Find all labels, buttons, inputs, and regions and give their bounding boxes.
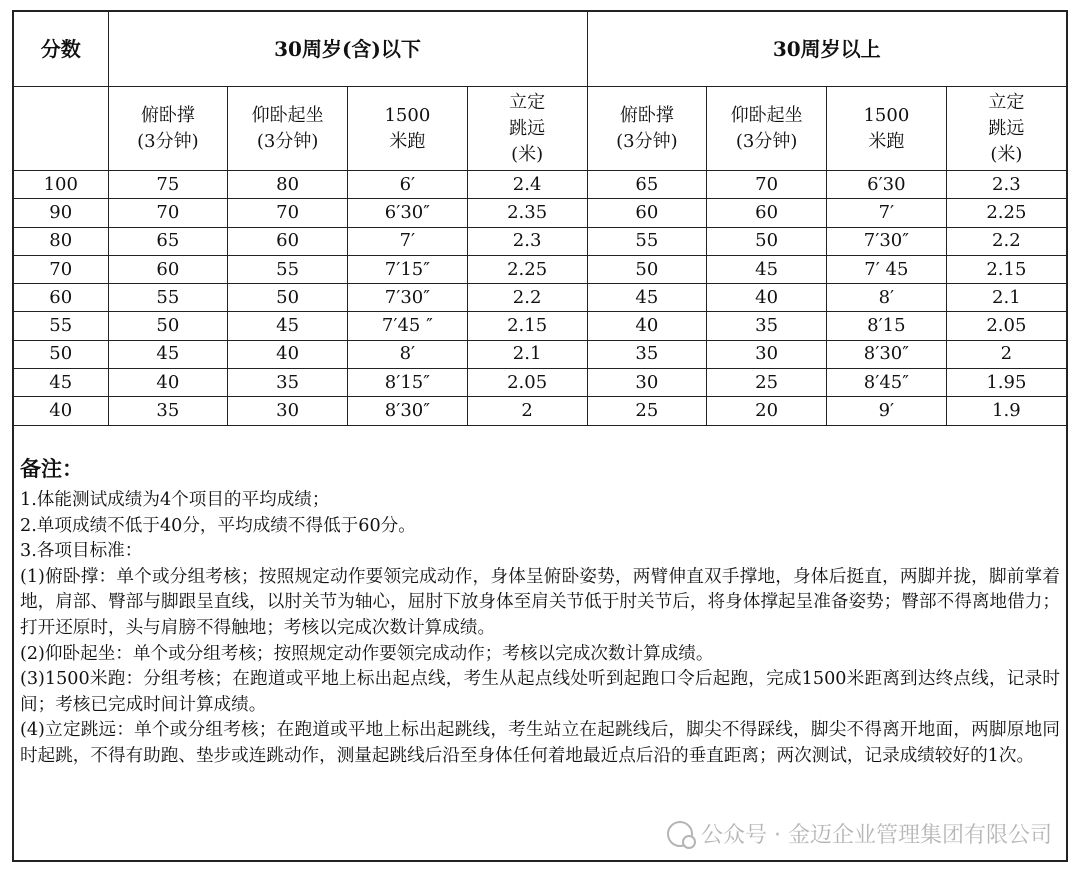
value-cell: 45 bbox=[228, 312, 348, 340]
notes-title: 备注： bbox=[20, 456, 83, 481]
value-cell: 40 bbox=[108, 369, 228, 397]
value-cell: 7′30″ bbox=[827, 227, 947, 255]
subheader-pushups-under-30: 俯卧撑 (3分钟) bbox=[108, 87, 228, 171]
value-cell: 60 bbox=[587, 199, 707, 227]
value-cell: 25 bbox=[587, 397, 707, 425]
value-cell: 35 bbox=[228, 369, 348, 397]
value-cell: 65 bbox=[108, 227, 228, 255]
note-line: 3.各项目标准： bbox=[20, 541, 143, 562]
note-line: (4)立定跳远：单个或分组考核；在跑道或平地上标出起跳线，考生站立在起跳线后，脚尖不得踩线，脚尖不得离开地面，两脚原地同时起跳，不得有助跑、垫步或连跳动作，测量起跳线后沿至身体任何着地最近点后沿的垂直距离；两次测试，记录成绩较好的1次。 bbox=[20, 720, 1060, 766]
value-cell: 50 bbox=[108, 312, 228, 340]
value-cell: 70 bbox=[228, 199, 348, 227]
value-cell: 55 bbox=[228, 255, 348, 283]
value-cell: 7′45 ″ bbox=[348, 312, 468, 340]
value-cell: 2.15 bbox=[467, 312, 587, 340]
value-cell: 45 bbox=[587, 284, 707, 312]
value-cell: 9′ bbox=[827, 397, 947, 425]
value-cell: 7′15″ bbox=[348, 255, 468, 283]
table-row bbox=[14, 340, 1066, 368]
value-cell: 1.95 bbox=[946, 369, 1066, 397]
value-cell: 8′ bbox=[348, 340, 468, 368]
value-cell: 2 bbox=[946, 340, 1066, 368]
table-row bbox=[14, 284, 1066, 312]
score-table bbox=[14, 12, 1066, 426]
score-cell: 40 bbox=[14, 397, 108, 425]
value-cell: 40 bbox=[587, 312, 707, 340]
subheader-1500m-under-30: 1500 米跑 bbox=[348, 87, 468, 171]
value-cell: 45 bbox=[707, 255, 827, 283]
subheader-situps-under-30: 仰卧起坐 (3分钟) bbox=[228, 87, 348, 171]
value-cell: 6′ bbox=[348, 171, 468, 199]
value-cell: 30 bbox=[228, 397, 348, 425]
value-cell: 80 bbox=[228, 171, 348, 199]
value-cell: 2.3 bbox=[946, 171, 1066, 199]
value-cell: 2.25 bbox=[946, 199, 1066, 227]
value-cell: 55 bbox=[587, 227, 707, 255]
value-cell: 8′30″ bbox=[348, 397, 468, 425]
table-row bbox=[14, 255, 1066, 283]
note-line: (2)仰卧起坐：单个或分组考核；按照规定动作要领完成动作；考核以完成次数计算成绩。 bbox=[20, 643, 714, 664]
value-cell: 6′30″ bbox=[348, 199, 468, 227]
table-row bbox=[14, 171, 1066, 199]
watermark bbox=[667, 818, 1052, 849]
value-cell: 8′30″ bbox=[827, 340, 947, 368]
score-cell: 90 bbox=[14, 199, 108, 227]
value-cell: 2.05 bbox=[467, 369, 587, 397]
note-line: 2.单项成绩不低于40分，平均成绩不得低于60分。 bbox=[20, 515, 416, 536]
value-cell: 6′30 bbox=[827, 171, 947, 199]
wechat-icon bbox=[667, 821, 693, 847]
value-cell: 2.2 bbox=[946, 227, 1066, 255]
score-cell: 55 bbox=[14, 312, 108, 340]
value-cell: 40 bbox=[707, 284, 827, 312]
value-cell: 2.05 bbox=[946, 312, 1066, 340]
value-cell: 2.4 bbox=[467, 171, 587, 199]
value-cell: 70 bbox=[707, 171, 827, 199]
score-cell: 45 bbox=[14, 369, 108, 397]
value-cell: 50 bbox=[228, 284, 348, 312]
value-cell: 8′15″ bbox=[348, 369, 468, 397]
subheader-1500m-over-30: 1500 米跑 bbox=[827, 87, 947, 171]
value-cell: 45 bbox=[108, 340, 228, 368]
note-line: (3)1500米跑：分组考核；在跑道或平地上标出起点线，考生从起点线处听到起跑口令后起跑，完成1500米距离到达终点线，记录时间；考核已完成时间计算成绩。 bbox=[20, 669, 1060, 715]
group-header-over-30: 30周岁以上 bbox=[587, 12, 1066, 87]
value-cell: 2.25 bbox=[467, 255, 587, 283]
table-row bbox=[14, 397, 1066, 425]
value-cell: 65 bbox=[587, 171, 707, 199]
value-cell: 2.35 bbox=[467, 199, 587, 227]
value-cell: 2.2 bbox=[467, 284, 587, 312]
value-cell: 60 bbox=[108, 255, 228, 283]
value-cell: 7′ 45 bbox=[827, 255, 947, 283]
value-cell: 55 bbox=[108, 284, 228, 312]
score-cell: 50 bbox=[14, 340, 108, 368]
group-header-under-30: 30周岁(含)以下 bbox=[108, 12, 587, 87]
value-cell: 2.1 bbox=[467, 340, 587, 368]
value-cell: 70 bbox=[108, 199, 228, 227]
value-cell: 40 bbox=[228, 340, 348, 368]
score-header: 分数 bbox=[14, 12, 108, 87]
note-line: (1)俯卧撑：单个或分组考核；按照规定动作要领完成动作，身体呈俯卧姿势，两臂伸直双手撑地，身体后挺直，两脚并拢，脚前掌着地，肩部、臀部与脚跟呈直线，以肘关节为轴心，屈肘下放身体至肩关节低于肘关节后，将身体撑起呈准备姿势；臀部不得离地借力；打开还原时，头与肩膀不得触地；考核以完成次数计算成绩。 bbox=[20, 566, 1060, 638]
value-cell: 7′30″ bbox=[348, 284, 468, 312]
note-line: 1.体能测试成绩为4个项目的平均成绩； bbox=[20, 490, 330, 510]
value-cell: 2.3 bbox=[467, 227, 587, 255]
value-cell: 8′15 bbox=[827, 312, 947, 340]
value-cell: 35 bbox=[108, 397, 228, 425]
value-cell: 60 bbox=[707, 199, 827, 227]
table-subheader-row bbox=[14, 87, 1066, 171]
value-cell: 60 bbox=[228, 227, 348, 255]
subheader-longjump-over-30: 立定 跳远 (米) bbox=[946, 87, 1066, 171]
value-cell: 25 bbox=[707, 369, 827, 397]
value-cell: 30 bbox=[707, 340, 827, 368]
value-cell: 50 bbox=[587, 255, 707, 283]
value-cell: 75 bbox=[108, 171, 228, 199]
score-cell: 80 bbox=[14, 227, 108, 255]
notes-section bbox=[20, 456, 1060, 770]
watermark-text: 公众号 · 金迈企业管理集团有限公司 bbox=[701, 823, 1052, 848]
value-cell: 7′ bbox=[348, 227, 468, 255]
value-cell: 35 bbox=[707, 312, 827, 340]
subheader-longjump-under-30: 立定 跳远 (米) bbox=[467, 87, 587, 171]
subheader-situps-over-30: 仰卧起坐 (3分钟) bbox=[707, 87, 827, 171]
value-cell: 35 bbox=[587, 340, 707, 368]
value-cell: 20 bbox=[707, 397, 827, 425]
value-cell: 8′45″ bbox=[827, 369, 947, 397]
table-row bbox=[14, 227, 1066, 255]
subheader-empty bbox=[14, 87, 108, 171]
score-cell: 70 bbox=[14, 255, 108, 283]
table-row bbox=[14, 199, 1066, 227]
table-header-row bbox=[14, 12, 1066, 87]
score-cell: 100 bbox=[14, 171, 108, 199]
subheader-pushups-over-30: 俯卧撑 (3分钟) bbox=[587, 87, 707, 171]
value-cell: 2.1 bbox=[946, 284, 1066, 312]
value-cell: 50 bbox=[707, 227, 827, 255]
value-cell: 8′ bbox=[827, 284, 947, 312]
value-cell: 7′ bbox=[827, 199, 947, 227]
table-row bbox=[14, 369, 1066, 397]
fitness-score-sheet bbox=[12, 10, 1068, 862]
value-cell: 30 bbox=[587, 369, 707, 397]
table-row bbox=[14, 312, 1066, 340]
value-cell: 2.15 bbox=[946, 255, 1066, 283]
value-cell: 1.9 bbox=[946, 397, 1066, 425]
value-cell: 2 bbox=[467, 397, 587, 425]
score-cell: 60 bbox=[14, 284, 108, 312]
